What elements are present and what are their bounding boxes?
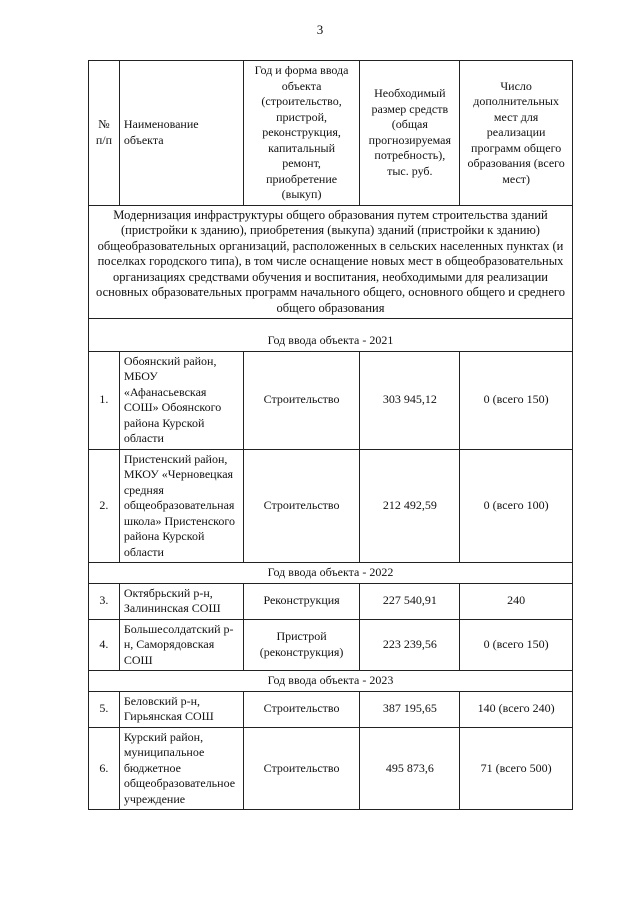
row-name: Беловский р-н, Гирьянская СОШ bbox=[119, 691, 243, 727]
table-row bbox=[89, 449, 573, 563]
table-row bbox=[89, 583, 573, 619]
row-cost: 223 239,56 bbox=[360, 619, 460, 671]
row-form: Пристрой (реконструкция) bbox=[243, 619, 360, 671]
row-name: Октябрьский р-н, Залининская СОШ bbox=[119, 583, 243, 619]
row-num: 4. bbox=[89, 619, 120, 671]
table-row bbox=[89, 619, 573, 671]
row-name: Большесолдатский р-н, Саморядовская СОШ bbox=[119, 619, 243, 671]
row-seats: 140 (всего 240) bbox=[460, 691, 573, 727]
page-number: 3 bbox=[316, 22, 324, 37]
row-seats: 71 (всего 500) bbox=[460, 727, 573, 810]
row-form: Строительство bbox=[243, 727, 360, 810]
section-title: Модернизация инфраструктуры общего образования путем строительства зданий (пристройки к зданию), приобретения (выкупа) зданий (пристройки к зданию) общеобразовательных организаций, расположенных в сельских населенных пунктах (и поселках городского типа), в том числе оснащение новых мест в общеобразовательных организациях средствами обучения и воспитания, необходимыми для реализации основных образовательных программ начального общего, основного общего и среднего общего образования bbox=[89, 205, 573, 319]
table-row bbox=[89, 727, 573, 810]
objects-table bbox=[88, 60, 573, 810]
header-num: № п/п bbox=[89, 61, 120, 206]
row-form: Реконструкция bbox=[243, 583, 360, 619]
row-cost: 495 873,6 bbox=[360, 727, 460, 810]
row-cost: 227 540,91 bbox=[360, 583, 460, 619]
row-num: 3. bbox=[89, 583, 120, 619]
year-2021: Год ввода объекта - 2021 bbox=[89, 319, 573, 352]
header-name: Наименование объекта bbox=[119, 61, 243, 206]
row-num: 2. bbox=[89, 449, 120, 563]
row-cost: 303 945,12 bbox=[360, 351, 460, 449]
row-cost: 387 195,65 bbox=[360, 691, 460, 727]
row-num: 6. bbox=[89, 727, 120, 810]
year-row-2023 bbox=[89, 671, 573, 692]
row-seats: 240 bbox=[460, 583, 573, 619]
row-name: Пристенский район, МКОУ «Черновецкая средняя общеобразовательная школа» Пристенского района Курской области bbox=[119, 449, 243, 563]
row-name: Курский район, муниципальное бюджетное общеобразовательное учреждение bbox=[119, 727, 243, 810]
row-name: Обоянский район, МБОУ «Афанасьевская СОШ» Обоянского района Курской области bbox=[119, 351, 243, 449]
row-seats: 0 (всего 100) bbox=[460, 449, 573, 563]
row-form: Строительство bbox=[243, 449, 360, 563]
year-2022: Год ввода объекта - 2022 bbox=[89, 563, 573, 584]
row-seats: 0 (всего 150) bbox=[460, 351, 573, 449]
year-row-2022 bbox=[89, 563, 573, 584]
table-row bbox=[89, 351, 573, 449]
row-num: 5. bbox=[89, 691, 120, 727]
header-form: Год и форма ввода объекта (строительство, пристрой, реконструкция, капитальный ремонт, приобретение (выкуп) bbox=[243, 61, 360, 206]
section-row bbox=[89, 205, 573, 319]
year-row-2021 bbox=[89, 319, 573, 352]
row-form: Строительство bbox=[243, 691, 360, 727]
table-row bbox=[89, 691, 573, 727]
row-form: Строительство bbox=[243, 351, 360, 449]
row-seats: 0 (всего 150) bbox=[460, 619, 573, 671]
row-cost: 212 492,59 bbox=[360, 449, 460, 563]
header-cost: Необходимый размер средств (общая прогнозируемая потребность), тыс. руб. bbox=[360, 61, 460, 206]
row-num: 1. bbox=[89, 351, 120, 449]
year-2023: Год ввода объекта - 2023 bbox=[89, 671, 573, 692]
table-header-row bbox=[89, 61, 573, 206]
header-seats: Число дополнительных мест для реализации программ общего образования (всего мест) bbox=[460, 61, 573, 206]
